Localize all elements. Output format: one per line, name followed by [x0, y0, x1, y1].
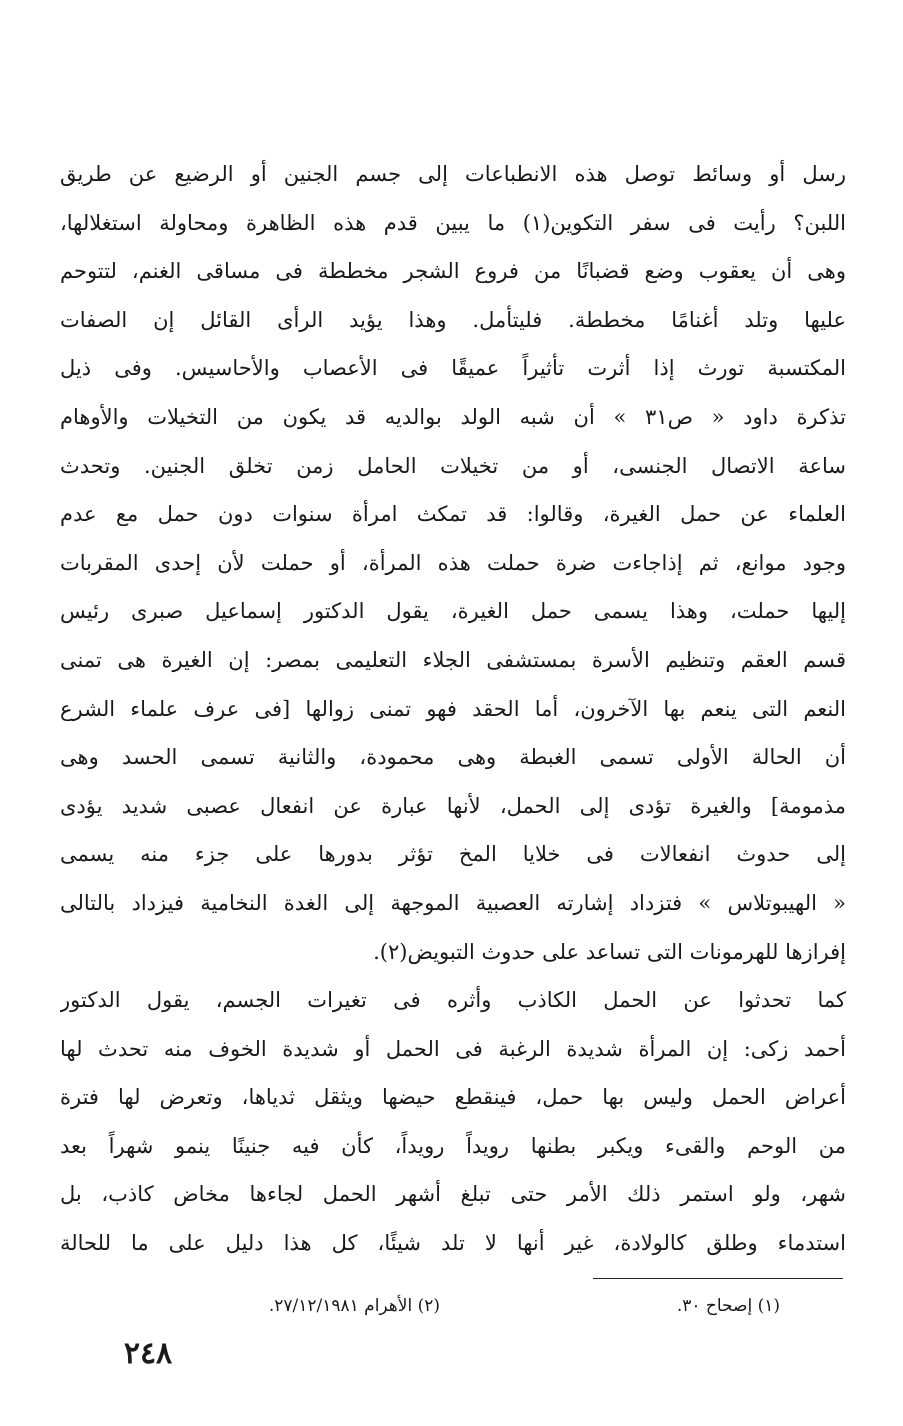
text-line: تذكرة داود « ص٣١ » أن شبه الولد بوالديه قد يكون من التخيلات والأوهام	[60, 404, 846, 429]
text-line: رسل أو وسائط توصل هذه الانطباعات إلى جسم الجنين أو الرضيع عن طريق	[60, 162, 846, 186]
text-line: وجود موانع، ثم إذاجاءت ضرة حملت هذه المرأة، أو حملت لأن إحدى المقربات	[60, 550, 846, 575]
text-line: استدماء وطلق كالولادة، غير أنها لا تلد شيئًا، كل هذا دليل على ما للحالة	[60, 1231, 846, 1256]
footnote-2: (٢) الأهرام ٢٧/١٢/١٩٨١.	[268, 1296, 440, 1316]
text-line: المكتسبة تورث إذا أثرت تأثيراً عميقًا فى الأعصاب والأحاسيس. وفى ذيل	[60, 356, 846, 381]
footnote-divider	[593, 1278, 843, 1279]
footnote-1: (١) إصحاح ٣٠.	[676, 1296, 780, 1316]
text-line: « الهيبوتلاس » فتزداد إشارته العصبية الموجهة إلى الغدة النخامية فيزداد بالتالى	[60, 890, 846, 915]
text-line: أعراض الحمل وليس بها حمل، فينقطع حيضها ويثقل ثدياها، وتعرض لها فترة	[60, 1085, 846, 1110]
text-line: العلماء عن حمل الغيرة، وقالوا: قد تمكث امرأة سنوات دون حمل مع عدم	[60, 502, 846, 527]
text-line: إلى حدوث انفعالات فى خلايا المخ تؤثر بدورها على جزء منه يسمى	[60, 842, 846, 867]
text-line-paragraph-end: إفرازها للهرمونات التى تساعد على حدوث التبويض(٢).	[373, 939, 846, 964]
text-line: مذمومة] والغيرة تؤدى إلى الحمل، لأنها عبارة عن انفعال عصبى شديد يؤدى	[60, 793, 846, 818]
text-line: وهى أن يعقوب وضع قضبانًا من فروع الشجر مخططة فى مساقى الغنم، لتتوحم	[60, 259, 846, 284]
text-line: قسم العقم وتنظيم الأسرة بمستشفى الجلاء التعليمى بمصر: إن الغيرة هى تمنى	[60, 647, 846, 672]
text-line: كما تحدثوا عن الحمل الكاذب وأثره فى تغيرات الجسم، يقول الدكتور	[60, 988, 846, 1013]
text-line: شهر، ولو استمر ذلك الأمر حتى تبلغ أشهر الحمل لجاءها مخاض كاذب، بل	[60, 1182, 846, 1207]
text-line: إليها حملت، وهذا يسمى حمل الغيرة، يقول الدكتور إسماعيل صبرى رئيس	[60, 599, 846, 624]
text-line: أحمد زكى: إن المرأة شديدة الرغبة فى الحمل أو شديدة الخوف منه تحدث لها	[60, 1036, 846, 1061]
page-number: ٢٤٨	[123, 1336, 173, 1371]
text-line: اللبن؟ رأيت فى سفر التكوين(١) ما يبين قدم هذه الظاهرة ومحاولة استغلالها،	[60, 210, 846, 235]
text-line: عليها وتلد أغنامًا مخططة. فليتأمل. وهذا يؤيد الرأى القائل إن الصفات	[60, 307, 846, 332]
footnotes	[140, 1290, 780, 1322]
text-line: النعم التى ينعم بها الآخرون، أما الحقد فهو تمنى زوالها [فى عرف علماء الشرع	[60, 696, 846, 721]
body-text	[60, 150, 846, 1268]
text-line: ساعة الاتصال الجنسى، أو من تخيلات الحامل زمن تخلق الجنين. وتحدث	[60, 453, 846, 478]
text-line: أن الحالة الأولى تسمى الغبطة وهى محمودة، والثانية تسمى الحسد وهى	[60, 745, 846, 770]
text-line: من الوحم والقىء ويكبر بطنها رويداً رويداً، كأن فيه جنينًا ينمو شهراً بعد	[60, 1133, 846, 1158]
